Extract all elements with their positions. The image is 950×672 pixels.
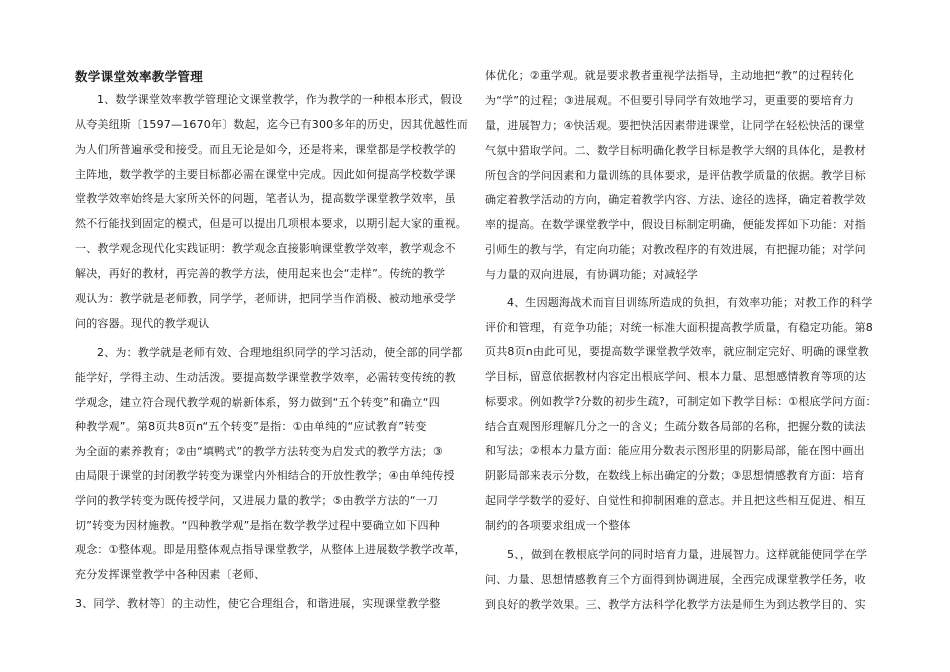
text-line: 充分发挥课堂教学中各种因素〔老师、 — [75, 568, 266, 581]
text-line: 从夸美纽斯〔1597—1670年〕数起，迄今已有300多年的历史，因其优越性而 — [75, 118, 468, 131]
text-line: 主阵地，数学教学的主要目标都必需在课堂中完成。因此如何提高学校数学课 — [75, 168, 456, 181]
text-line: 引师生的教与学，有定向功能；对教改程序的有效进展，有把握功能；对学问 — [485, 243, 866, 256]
text-line: 由局限于课堂的封闭教学转变为课堂内外相结合的开放性教学；④由单纯传授 — [75, 469, 455, 482]
text-line: 结合直观图形理解几分之一的含义；生疏分数各局部的名称，把握分数的读法 — [485, 420, 866, 433]
text-line: 切”转变为因材施教。“四种教学观”是指在数学教学过程中要确立如下四种 — [75, 519, 440, 532]
text-line: 为全面的素养教育；②由“填鸭式”的教学方法转变为启发式的教学方法；③ — [75, 445, 443, 458]
text-line: 为“学”的过程；③进展观。不但要引导同学有效地学习，更重要的要培育力 — [485, 94, 855, 107]
text-line: 然不行能找到固定的模式，但是可以提出几项根本要求，以期引起大家的重视。 — [75, 217, 467, 230]
text-line: 堂教学效率始终是大家所关怀的问题，笔者认为，提高数学课堂教学效率，虽 — [75, 192, 456, 205]
text-line: 起同学学数学的爱好、自觉性和抑制困难的意志。并且把这些相互促进、相互 — [485, 494, 866, 507]
text-line: 1、数学课堂效率教学管理论文课堂教学，作为教学的一种根本形式，假设 — [97, 93, 463, 106]
text-line: 观念：①整体观。即是用整体观点指导课堂教学，从整体上进展数学教学改革， — [75, 543, 466, 556]
text-line: 到良好的教学效果。三、教学方法科学化教学方法是师生为到达教学目的、实 — [485, 598, 866, 611]
text-line: 量，进展智力；④快活观。要把快活因素带进课堂，让同学在轻松快活的课堂 — [485, 119, 865, 132]
text-line: 体优化；②重学观。就是要求教者重视学法指导，主动地把“教”的过程转化 — [485, 69, 855, 82]
text-line: 能学好，学得主动、生动活泼。要提高数学课堂教学效率，必需转变传统的教 — [75, 371, 456, 384]
text-line: 问、力量、思想情感教育三个方面得到协调进展，全西完成课堂教学任务，收 — [485, 573, 866, 586]
text-line: 解决，再好的教材，再完善的教学方法，使用起来也会“走样”。传统的教学 — [75, 267, 446, 280]
text-line: 问的容器。现代的教学观认 — [75, 317, 210, 330]
text-line: 气氛中猎取学问。二、数学目标明确化教学目标是教学大纲的具体化，是教材 — [485, 144, 866, 157]
text-line: 确定着教学活动的方向，确定着教学内容、方法、途径的选择，确定着教学效 — [485, 193, 866, 206]
document-title: 数学课堂效率教学管理 — [75, 69, 204, 84]
text-line: 和写法；②根本力量方面：能应用分数表示图形里的阴影局部，能在图中画出 — [485, 444, 865, 457]
text-line: 学目标，留意依据教材内容定出根底学问、根本力量、思想感情教育等项的达 — [485, 370, 866, 383]
text-line: 率的提高。在数学课堂教学中，假设目标制定明确，便能发挥如下功能：对指 — [485, 218, 866, 231]
text-line: 学问的教学转变为既传授学问，又进展力量的教学；⑤由教学方法的“一刀 — [75, 494, 439, 507]
text-line: 5、，做到在教根底学问的同时培育力量，进展智力。这样就能使同学在学 — [507, 548, 868, 561]
text-line: 4、生因题海战术而盲目训练所造成的负担，有效率功能；对教工作的科学 — [507, 296, 873, 309]
text-line: 为人们所普遍承受和接受。而且无论是如今，还是将来，课堂都是学校教学的 — [75, 143, 456, 156]
text-line: 页共8页n由此可见，要提高数学课堂教学效率，就应制定完好、明确的课堂教 — [485, 345, 869, 358]
text-line: 观认为：教学就是老师教，同学学，老师讲，把同学当作消极、被动地承受学 — [75, 292, 456, 305]
text-line: 评价和管理，有竞争功能；对统一标准大面积提高教学质量，有稳定功能。第8 — [485, 321, 873, 334]
text-line: 与力量的双向进展，有协调功能；对减轻学 — [485, 268, 698, 281]
text-line: 种教学观”。第8页共8页n“五个转变”是指：①由单纯的“应试教育”转变 — [75, 420, 427, 433]
text-line: 一、教学观念现代化实践证明：教学观念直接影响课堂教学效率，教学观念不 — [75, 242, 456, 255]
text-line: 学观念，建立符合现代教学观的崭新体系，努力做到“五个转变”和确立“四 — [75, 396, 440, 409]
text-line: 3、同学、教材等〕的主动性，使它合理组合，和谐进展，实现课堂教学整 — [75, 597, 441, 610]
text-line: 阴影局部来表示分数，在数线上标出确定的分数；③思想情感教育方面：培育 — [485, 469, 865, 482]
text-line: 所包含的学问因素和力量训练的具体要求，是评估教学质量的依据。教学目标 — [485, 169, 866, 182]
text-line: 2、为：教学就是老师有效、合理地组织同学的学习活动，使全部的同学都 — [97, 346, 463, 359]
text-line: 标要求。例如教学?分数的初步生疏?，可制定如下教学目标：①根底学问方面： — [485, 395, 877, 408]
text-line: 制约的各项要求组成一个整体 — [485, 519, 631, 532]
